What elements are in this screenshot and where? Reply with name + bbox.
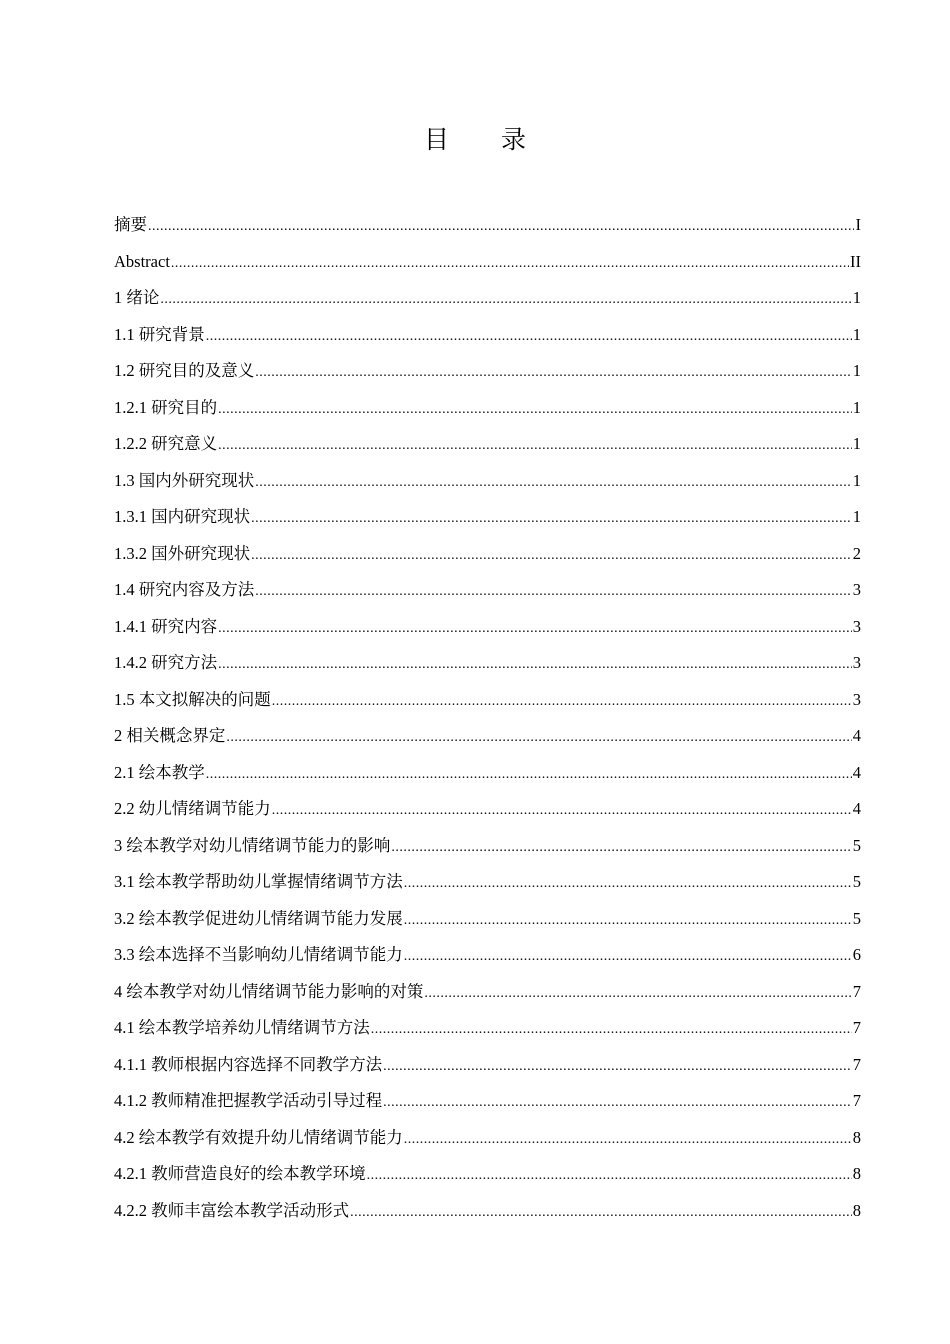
toc-entry-page: 5 (852, 835, 861, 855)
dot-leader (226, 720, 851, 757)
toc-entry-page: 1 (852, 507, 861, 526)
dot-leader (404, 903, 852, 940)
toc-entry-label: 3.1 绘本教学帮助幼儿掌握情绪调节方法 (114, 872, 403, 891)
toc-entry-label: 2.2 幼儿情绪调节能力 (114, 799, 271, 818)
toc-entry-page: 7 (852, 1091, 861, 1110)
dot-leader (160, 282, 851, 319)
toc-entry[interactable] (114, 317, 861, 354)
toc-entry-page: 1 (852, 397, 861, 417)
dot-leader (404, 866, 852, 903)
toc-entry[interactable] (114, 1083, 861, 1120)
dot-leader (272, 793, 852, 830)
toc-entry[interactable] (114, 390, 861, 427)
toc-entry-label: 1.4.1 研究内容 (114, 616, 218, 636)
toc-entry-label: 4.2 绘本教学有效提升幼儿情绪调节能力 (114, 1127, 403, 1147)
toc-entry-label: 2 相关概念界定 (114, 726, 226, 745)
toc-entry-page: 7 (852, 981, 861, 1001)
toc-entry[interactable] (114, 609, 861, 646)
toc-entry-label: 1.5 本文拟解决的问题 (114, 689, 271, 709)
toc-entry[interactable] (114, 244, 861, 281)
toc-entry-label: 4.2.1 教师营造良好的绘本教学环境 (114, 1164, 366, 1183)
toc-entry[interactable] (114, 536, 861, 573)
toc-entry[interactable] (114, 280, 861, 317)
toc-entry-page: 3 (852, 580, 861, 599)
dot-leader (218, 647, 852, 684)
toc-entry-label: 4.1 绘本教学培养幼儿情绪调节方法 (114, 1018, 370, 1037)
toc-entry-page: 5 (852, 908, 861, 928)
toc-entry[interactable] (114, 645, 861, 682)
dot-leader (206, 757, 852, 794)
dot-leader (255, 465, 852, 502)
toc-entry[interactable] (114, 682, 861, 719)
dot-leader (404, 1122, 852, 1159)
toc-entry-page: 8 (852, 1164, 861, 1183)
toc-entry-page: 6 (852, 945, 861, 964)
dot-leader (350, 1195, 852, 1232)
dot-leader (404, 939, 852, 976)
toc-entry-label: 1.1 研究背景 (114, 324, 205, 344)
toc-entry-page: 3 (852, 653, 861, 672)
toc-entry-page: 2 (852, 543, 861, 563)
toc-entry[interactable] (114, 791, 861, 828)
toc-entry-label: 1.4 研究内容及方法 (114, 580, 255, 599)
toc-entry-label: 1.3 国内外研究现状 (114, 470, 255, 490)
dot-leader (255, 355, 852, 392)
dot-leader (148, 209, 854, 246)
toc-entry[interactable] (114, 901, 861, 938)
toc-entry[interactable] (114, 499, 861, 536)
dot-leader (383, 1049, 852, 1086)
toc-entry-page: 1 (852, 434, 861, 453)
toc-entry[interactable] (114, 755, 861, 792)
dot-leader (383, 1085, 852, 1122)
dot-leader (367, 1158, 852, 1195)
dot-leader (424, 976, 851, 1013)
dot-leader (251, 538, 852, 575)
toc-entry-label: 4.2.2 教师丰富绘本教学活动形式 (114, 1200, 350, 1220)
toc-entry-page: 1 (852, 288, 861, 307)
toc-entry-label: 1.3.1 国内研究现状 (114, 507, 251, 526)
toc-entry-label: 1.2.2 研究意义 (114, 434, 218, 453)
page-title: 目 录 (424, 125, 548, 154)
toc-entry-page: 7 (852, 1018, 861, 1037)
toc-entry[interactable] (114, 207, 861, 244)
toc-entry-page: 7 (852, 1054, 861, 1074)
toc-entry-page: 4 (852, 799, 861, 818)
toc-entry[interactable] (114, 1193, 861, 1230)
dot-leader (255, 574, 852, 611)
dot-leader (206, 319, 852, 356)
toc-entry-label: 摘要 (114, 215, 147, 234)
toc-entry[interactable] (114, 974, 861, 1011)
toc-entry-label: 1.2.1 研究目的 (114, 397, 218, 417)
dot-leader (272, 684, 852, 721)
toc-entry-label: Abstract (114, 251, 170, 271)
toc-entry-label: 4 绘本教学对幼儿情绪调节能力影响的对策 (114, 981, 424, 1001)
toc-entry-page: 3 (852, 689, 861, 709)
toc-entry[interactable] (114, 463, 861, 500)
toc-entry[interactable] (114, 572, 861, 609)
dot-leader (251, 501, 852, 538)
toc-entry-label: 1.2 研究目的及意义 (114, 361, 255, 380)
dot-leader (218, 611, 852, 648)
toc-entry[interactable] (114, 1047, 861, 1084)
toc-entry-label: 3 绘本教学对幼儿情绪调节能力的影响 (114, 835, 391, 855)
toc-entry-label: 3.2 绘本教学促进幼儿情绪调节能力发展 (114, 908, 403, 928)
table-of-contents (114, 207, 861, 1229)
toc-entry-page: 8 (852, 1127, 861, 1147)
toc-entry-page: 4 (852, 762, 861, 782)
toc-entry-page: 3 (852, 616, 861, 636)
toc-entry[interactable] (114, 1120, 861, 1157)
dot-leader (171, 246, 849, 283)
toc-entry-page: 1 (852, 324, 861, 344)
toc-entry-page: 4 (852, 726, 861, 745)
dot-leader (371, 1012, 852, 1049)
toc-entry[interactable] (114, 426, 861, 463)
dot-leader (218, 428, 852, 465)
toc-entry-page: 8 (852, 1200, 861, 1220)
toc-entry[interactable] (114, 353, 861, 390)
toc-entry[interactable] (114, 937, 861, 974)
toc-entry-label: 4.1.2 教师精准把握教学活动引导过程 (114, 1091, 383, 1110)
toc-entry-label: 1.4.2 研究方法 (114, 653, 218, 672)
toc-entry[interactable] (114, 864, 861, 901)
toc-entry-label: 2.1 绘本教学 (114, 762, 205, 782)
toc-entry[interactable] (114, 1010, 861, 1047)
toc-entry-label: 4.1.1 教师根据内容选择不同教学方法 (114, 1054, 383, 1074)
toc-entry-page: I (855, 215, 861, 234)
toc-entry-page: 1 (852, 470, 861, 490)
dot-leader (218, 392, 852, 429)
toc-entry[interactable] (114, 1156, 861, 1193)
toc-entry-page: II (850, 251, 861, 271)
toc-entry-label: 1.3.2 国外研究现状 (114, 543, 251, 563)
dot-leader (391, 830, 851, 867)
toc-entry-label: 3.3 绘本选择不当影响幼儿情绪调节能力 (114, 945, 403, 964)
toc-entry[interactable] (114, 718, 861, 755)
toc-entry[interactable] (114, 828, 861, 865)
toc-entry-label: 1 绪论 (114, 288, 160, 307)
toc-entry-page: 1 (852, 361, 861, 380)
toc-entry-page: 5 (852, 872, 861, 891)
